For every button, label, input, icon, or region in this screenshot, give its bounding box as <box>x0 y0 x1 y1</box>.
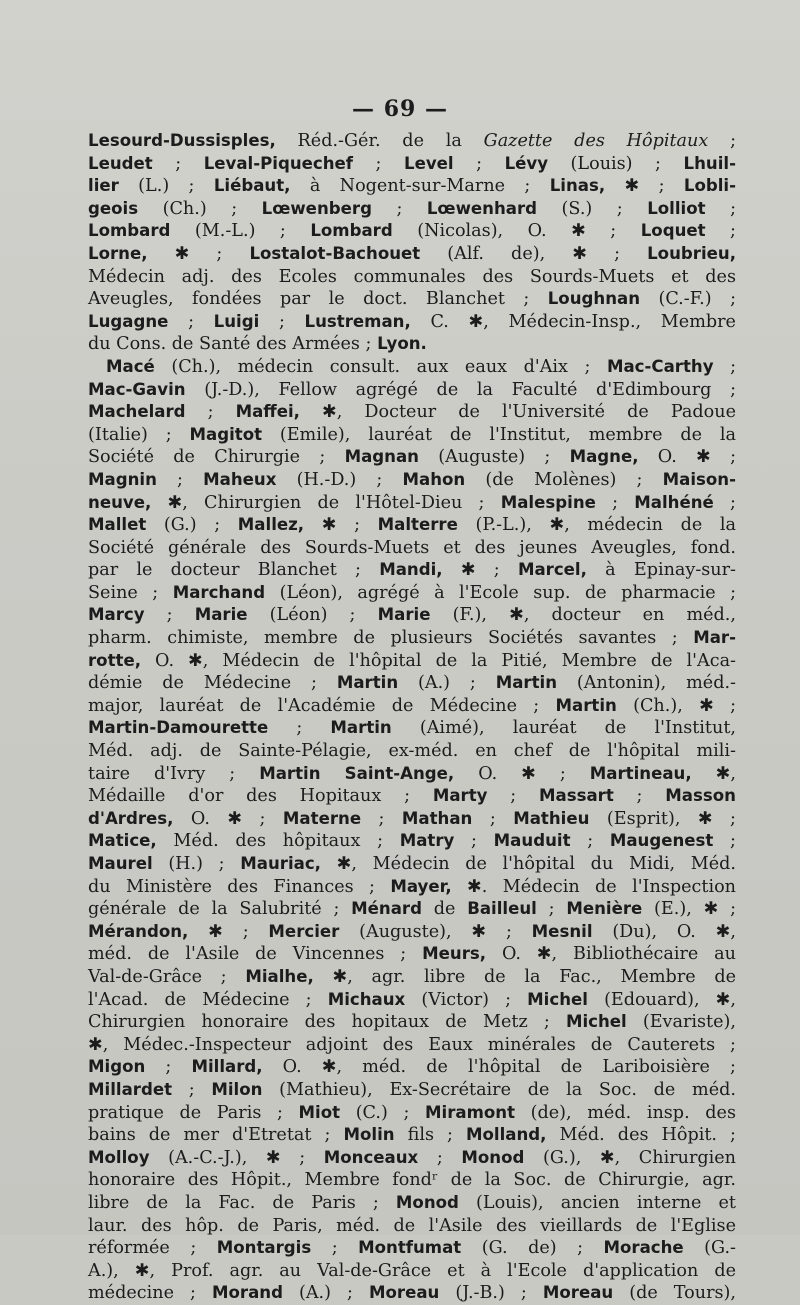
text-line: Marcy ; Marie (Léon) ; Marie (F.), ✱, docteur en méd., <box>88 605 736 626</box>
text-line: Seine ; Marchand (Léon), agrégé à l'Ecole sup. de pharmacie ; <box>88 582 737 603</box>
text-line: réformée ; Montargis ; Montfumat (G. de) ; Morache (G.- <box>88 1238 736 1259</box>
text-line: Mérandon, ✱ ; Mercier (Auguste), ✱ ; Mesnil (Du), O. ✱, <box>88 921 736 942</box>
text-line: Méd. adj. de Sainte-Pélagie, ex-méd. en chef de l'hôpital mili- <box>88 741 736 762</box>
text-line: du Cons. de Santé des Armées ; Lyon. <box>88 334 427 355</box>
text-line: geois (Ch.) ; Lœwenberg ; Lœwenhard (S.) ; Lolliot ; <box>88 198 736 219</box>
page-number: — 69 — <box>352 96 448 122</box>
text-line: Machelard ; Maffei, ✱, Docteur de l'Université de Padoue <box>88 402 736 423</box>
text-line: Lesourd-Dussisples, Réd.-Gér. de la Gazette des Hôpitaux ; <box>88 131 736 151</box>
text-line: Migon ; Millard, O. ✱, méd. de l'hôpital de Lariboisière ; <box>88 1057 736 1078</box>
text-line: Mac-Gavin (J.-D.), Fellow agrégé de la Faculté d'Edimbourg ; <box>88 379 736 400</box>
text-line: bains de mer d'Etretat ; Molin fils ; Molland, Méd. des Hôpit. ; <box>88 1125 736 1146</box>
text-line: lier (L.) ; Liébaut, à Nogent-sur-Marne ; Linas, ✱ ; Lobli- <box>88 176 737 197</box>
text-line: laur. des hôp. de Paris, méd. de l'Asile des vieillards de l'Eglise <box>88 1215 736 1236</box>
text-line: générale de la Salubrité ; Ménard de Bailleul ; Menière (E.), ✱ ; <box>88 899 736 920</box>
text-line: Médecin adj. des Ecoles communales des Sourds-Muets et des <box>88 266 736 287</box>
text-line: major, lauréat de l'Académie de Médecine ; Martin (Ch.), ✱ ; <box>88 695 737 716</box>
text-line: (Italie) ; Magitot (Emile), lauréat de l'Institut, membre de la <box>88 424 736 445</box>
directory-text <box>88 130 736 1305</box>
text-line: ✱, Médec.-Inspecteur adjoint des Eaux minérales de Cauterets ; <box>88 1034 736 1055</box>
text-line: Société de Chirurgie ; Magnan (Auguste) ; Magne, O. ✱ ; <box>88 447 736 468</box>
text-line: Leudet ; Leval-Piquechef ; Level ; Lévy (Louis) ; Lhuil- <box>88 153 736 174</box>
text-line: rotte, O. ✱, Médecin de l'hôpital de la Pitié, Membre de l'Aca- <box>88 650 736 671</box>
text-line: méd. de l'Asile de Vincennes ; Meurs, O. ✱, Bibliothécaire au <box>88 944 736 965</box>
text-line: libre de la Fac. de Paris ; Monod (Louis), ancien interne et <box>88 1192 736 1213</box>
text-line: Aveugles, fondées par le doct. Blanchet ; Loughnan (C.-F.) ; <box>88 289 736 310</box>
text-line: A.), ✱, Prof. agr. au Val-de-Grâce et à l'Ecole d'application de <box>88 1260 736 1281</box>
text-line: Lombard (M.-L.) ; Lombard (Nicolas), O. ✱ ; Loquet ; <box>88 221 736 242</box>
text-line: Martin-Damourette ; Martin (Aimé), lauréat de l'Institut, <box>88 718 736 739</box>
text-line: Mallet (G.) ; Mallez, ✱ ; Malterre (P.-L.), ✱, médecin de la <box>88 515 737 536</box>
text-line: honoraire des Hôpit., Membre fondʳ de la Soc. de Chirurgie, agr. <box>88 1170 736 1191</box>
text-line: Matice, Méd. des hôpitaux ; Matry ; Mauduit ; Maugenest ; <box>88 831 736 852</box>
text-line: par le docteur Blanchet ; Mandi, ✱ ; Marcel, à Epinay-sur- <box>88 560 736 581</box>
text-line: Val-de-Grâce ; Mialhe, ✱, agr. libre de la Fac., Membre de <box>88 966 737 987</box>
text-line: Médaille d'or des Hopitaux ; Marty ; Massart ; Masson <box>88 786 736 807</box>
text-line: taire d'Ivry ; Martin Saint-Ange, O. ✱ ; Martineau, ✱, <box>88 763 736 784</box>
text-line: Molloy (A.-C.-J.), ✱ ; Monceaux ; Monod (G.), ✱, Chirurgien <box>88 1147 736 1168</box>
text-line: Millardet ; Milon (Mathieu), Ex-Secrétaire de la Soc. de méd. <box>88 1079 736 1100</box>
text-line: neuve, ✱, Chirurgien de l'Hôtel-Dieu ; Malespine ; Malhéné ; <box>88 492 736 513</box>
text-line: l'Acad. de Médecine ; Michaux (Victor) ; Michel (Edouard), ✱, <box>88 989 737 1010</box>
text-line: Chirurgien honoraire des hopitaux de Metz ; Michel (Evariste), <box>88 1012 736 1033</box>
text-line: pharm. chimiste, membre de plusieurs Sociétés savantes ; Mar- <box>88 628 736 649</box>
text-line: médecine ; Morand (A.) ; Moreau (J.-B.) ; Moreau (de Tours), <box>88 1283 736 1304</box>
text-line: du Ministère des Finances ; Mayer, ✱. Médecin de l'Inspection <box>88 876 737 897</box>
text-line: pratique de Paris ; Miot (C.) ; Miramont (de), méd. insp. des <box>88 1102 736 1123</box>
text-line: Lorne, ✱ ; Lostalot-Bachouet (Alf. de), ✱ ; Loubrieu, <box>88 243 737 264</box>
text-line: Macé (Ch.), médecin consult. aux eaux d'Aix ; Mac-Carthy ; <box>106 356 736 377</box>
text-line: d'Ardres, O. ✱ ; Materne ; Mathan ; Mathieu (Esprit), ✱ ; <box>88 808 736 829</box>
text-line: démie de Médecine ; Martin (A.) ; Martin (Antonin), méd.- <box>88 673 736 694</box>
text-line: Magnin ; Maheux (H.-D.) ; Mahon (de Molènes) ; Maison- <box>88 469 736 490</box>
text-line: Société générale des Sourds-Muets et des jeunes Aveugles, fond. <box>88 537 736 558</box>
text-line: Lugagne ; Luigi ; Lustreman, C. ✱, Médecin-Insp., Membre <box>88 311 736 332</box>
text-line: Maurel (H.) ; Mauriac, ✱, Médecin de l'hôpital du Midi, Méd. <box>88 854 737 874</box>
